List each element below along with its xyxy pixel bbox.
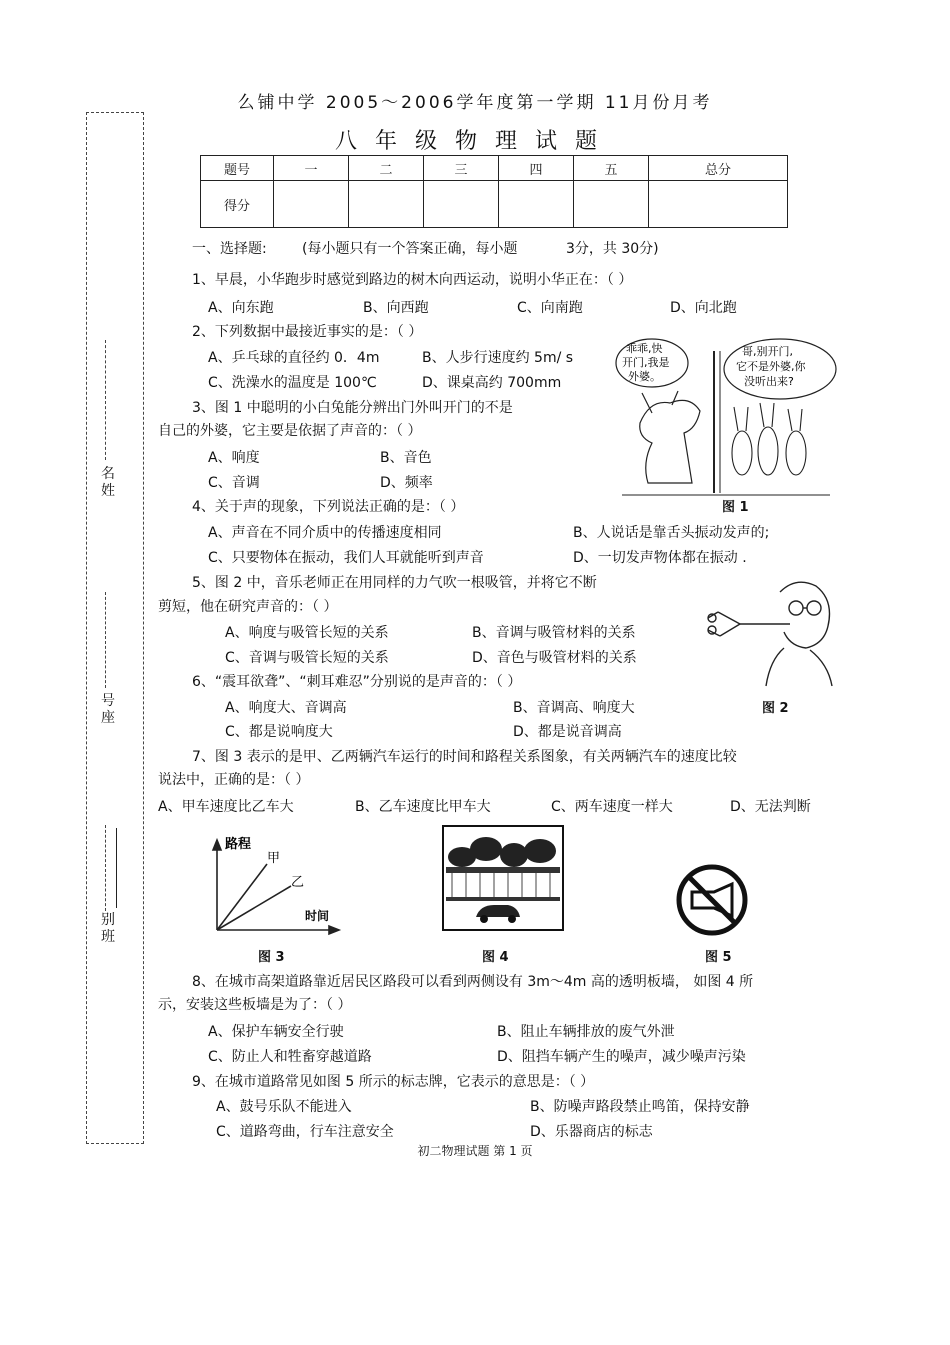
q3-option-b[interactable]: B、音色 xyxy=(380,450,432,466)
q2-option-c[interactable]: C、洗澡水的温度是 100℃ xyxy=(208,375,377,391)
q8-option-a[interactable]: A、保护车辆安全行驶 xyxy=(208,1024,344,1040)
q4-option-a[interactable]: A、声音在不同介质中的传播速度相同 xyxy=(208,525,442,541)
q1-option-d[interactable]: D、向北跑 xyxy=(670,300,737,316)
q3-option-a[interactable]: A、响度 xyxy=(208,450,260,466)
q7-stem-line1: 7、图 3 表示的是甲、乙两辆汽车运行的时间和路程关系图象，有关两辆汽车的速度比较 xyxy=(192,749,737,765)
q1-stem: 1、早晨，小华跑步时感觉到路边的树木向西运动，说明小华正在：（ ） xyxy=(192,272,633,288)
q5-option-b[interactable]: B、音调与吸管材料的关系 xyxy=(472,625,636,641)
x-axis-label: 时间 xyxy=(305,909,330,923)
exam-subject-title: 八年级物理试题 xyxy=(334,129,615,154)
q2-option-a[interactable]: A、乒乓球的直径约 0．4m xyxy=(208,350,380,366)
class-solid-line xyxy=(116,828,117,908)
q9-option-c[interactable]: C、道路弯曲，行车注意安全 xyxy=(216,1124,394,1140)
binding-margin xyxy=(86,112,144,1144)
score-input-cell[interactable] xyxy=(499,181,574,228)
q7-stem-line2: 说法中，正确的是：（ ） xyxy=(158,772,310,788)
q4-stem: 4、关于声的现象，下列说法正确的是：（ ） xyxy=(192,499,465,515)
score-table-cell: 总分 xyxy=(649,156,788,181)
figure-5-label: 图 5 xyxy=(705,950,732,965)
name-label xyxy=(101,466,115,500)
series-jia-label: 甲 xyxy=(267,851,281,866)
q4-option-c[interactable]: C、只要物体在振动，我们人耳就能听到声音 xyxy=(208,550,484,566)
q6-stem: 6、“震耳欲聋”、“刺耳难忍”分别说的是声音的：（ ） xyxy=(192,674,522,690)
q6-option-d[interactable]: D、都是说音调高 xyxy=(513,724,622,740)
q7-option-a[interactable]: A、甲车速度比乙车大 xyxy=(158,799,294,815)
q2-option-b[interactable]: B、人步行速度约 5m/ s xyxy=(422,350,574,366)
score-table-cell: 五 xyxy=(574,156,649,181)
q1-option-c[interactable]: C、向南跑 xyxy=(517,300,583,316)
series-yi-line xyxy=(217,886,291,930)
page-footer: 初二物理试题 第 1 页 xyxy=(417,1144,533,1158)
score-input-cell[interactable] xyxy=(274,181,349,228)
speech-left-line2: 开门,我是 xyxy=(622,356,670,369)
q5-option-d[interactable]: D、音色与吸管材料的关系 xyxy=(472,650,637,666)
figure-2-label: 图 2 xyxy=(762,701,789,716)
q4-option-b[interactable]: B、人说话是靠舌头振动发声的; xyxy=(573,525,770,541)
score-table-cell: 三 xyxy=(424,156,499,181)
score-table-header-row xyxy=(201,156,788,181)
q3-option-d[interactable]: D、频率 xyxy=(380,475,433,491)
seat-label xyxy=(101,693,115,727)
score-input-cell[interactable] xyxy=(349,181,424,228)
score-table-cell: 二 xyxy=(349,156,424,181)
q3-stem-line1: 3、图 1 中聪明的小白兔能分辨出门外叫开门的不是 xyxy=(192,400,513,416)
score-table xyxy=(200,155,788,228)
figure-2-illustration xyxy=(700,574,840,690)
q7-option-c[interactable]: C、两车速度一样大 xyxy=(551,799,673,815)
q5-option-a[interactable]: A、响度与吸管长短的关系 xyxy=(225,625,389,641)
seat-write-line[interactable] xyxy=(105,592,106,688)
q5-option-c[interactable]: C、音调与吸管长短的关系 xyxy=(225,650,389,666)
score-table-cell: 题号 xyxy=(201,156,274,181)
class-write-line[interactable] xyxy=(105,825,106,911)
q5-stem-line2: 剪短，他在研究声音的：（ ） xyxy=(158,599,338,615)
q8-stem-line1: 8、在城市高架道路靠近居民区路段可以看到两侧设有 3m～4m 高的透明板墙， 如图 4 所 xyxy=(192,974,754,990)
score-table-cell: 一 xyxy=(274,156,349,181)
section-heading: 一、选择题: xyxy=(192,241,267,257)
figure-1-label: 图 1 xyxy=(722,500,749,515)
q8-option-c[interactable]: C、防止人和牲畜穿越道路 xyxy=(208,1049,372,1065)
q1-option-a[interactable]: A、向东跑 xyxy=(208,300,274,316)
name-label-text: 名姓 xyxy=(101,466,115,499)
q6-option-c[interactable]: C、都是说响度大 xyxy=(225,724,333,740)
class-label-text: 别班 xyxy=(101,912,115,945)
score-table-cell: 四 xyxy=(499,156,574,181)
y-axis-label: 路程 xyxy=(225,837,252,852)
q6-option-b[interactable]: B、音调高、响度大 xyxy=(513,700,635,716)
q9-option-d[interactable]: D、乐器商店的标志 xyxy=(530,1124,653,1140)
series-jia-line xyxy=(217,864,267,930)
class-label xyxy=(101,912,115,946)
figure-5-no-honking-sign xyxy=(674,862,750,938)
q9-stem: 9、在城市道路常见如图 5 所示的标志牌，它表示的意思是：（ ） xyxy=(192,1074,595,1090)
q3-option-c[interactable]: C、音调 xyxy=(208,475,260,491)
series-yi-label: 乙 xyxy=(291,875,305,890)
q2-option-d[interactable]: D、课桌高约 700mm xyxy=(422,375,562,391)
score-input-cell[interactable] xyxy=(574,181,649,228)
speech-right-line1: 哥,别开门, xyxy=(742,345,793,358)
speech-left-line1: 乖乖,快 xyxy=(626,342,663,355)
q8-option-b[interactable]: B、阻止车辆排放的废气外泄 xyxy=(497,1024,675,1040)
q7-option-b[interactable]: B、乙车速度比甲车大 xyxy=(355,799,491,815)
q2-stem: 2、下列数据中最接近事实的是：（ ） xyxy=(192,324,423,340)
score-table-score-row xyxy=(201,181,788,228)
exam-header-title: 么铺中学 2005～2006学年度第一学期 11月份月考 xyxy=(237,93,713,113)
q8-option-d[interactable]: D、阻挡车辆产生的噪声，减少噪声污染 xyxy=(497,1049,746,1065)
figure-1-illustration xyxy=(612,333,840,513)
figure-3-graph xyxy=(205,830,345,940)
speech-right-line2: 它不是外婆,你 xyxy=(736,360,806,373)
section-note: (每小题只有一个答案正确，每小题 xyxy=(302,241,518,257)
q4-option-d[interactable]: D、一切发声物体都在振动 . xyxy=(573,550,747,566)
q5-stem-line1: 5、图 2 中，音乐老师正在用同样的力气吹一根吸管，并将它不断 xyxy=(192,575,597,591)
score-input-cell[interactable] xyxy=(649,181,788,228)
q1-option-b[interactable]: B、向西跑 xyxy=(363,300,429,316)
section-note-score: 3分，共 30分) xyxy=(566,241,659,257)
q9-option-b[interactable]: B、防噪声路段禁止鸣笛，保持安静 xyxy=(530,1099,750,1115)
q6-option-a[interactable]: A、响度大、音调高 xyxy=(225,700,347,716)
q7-option-d[interactable]: D、无法判断 xyxy=(730,799,811,815)
score-table-cell: 得分 xyxy=(201,181,274,228)
q9-option-a[interactable]: A、鼓号乐队不能进入 xyxy=(216,1099,352,1115)
q3-stem-line2: 自己的外婆，它主要是依据了声音的：（ ） xyxy=(158,423,422,439)
figure-3-label: 图 3 xyxy=(258,950,285,965)
score-input-cell[interactable] xyxy=(424,181,499,228)
speech-left-line3: 外婆。 xyxy=(628,370,661,383)
name-write-line[interactable] xyxy=(105,340,106,460)
speech-right-line3: 没听出来? xyxy=(744,375,794,388)
q8-stem-line2: 示，安装这些板墙是为了：（ ） xyxy=(158,997,352,1013)
seat-label-text: 号座 xyxy=(101,693,115,726)
figure-4-picture xyxy=(442,825,564,931)
figure-4-label: 图 4 xyxy=(482,950,509,965)
